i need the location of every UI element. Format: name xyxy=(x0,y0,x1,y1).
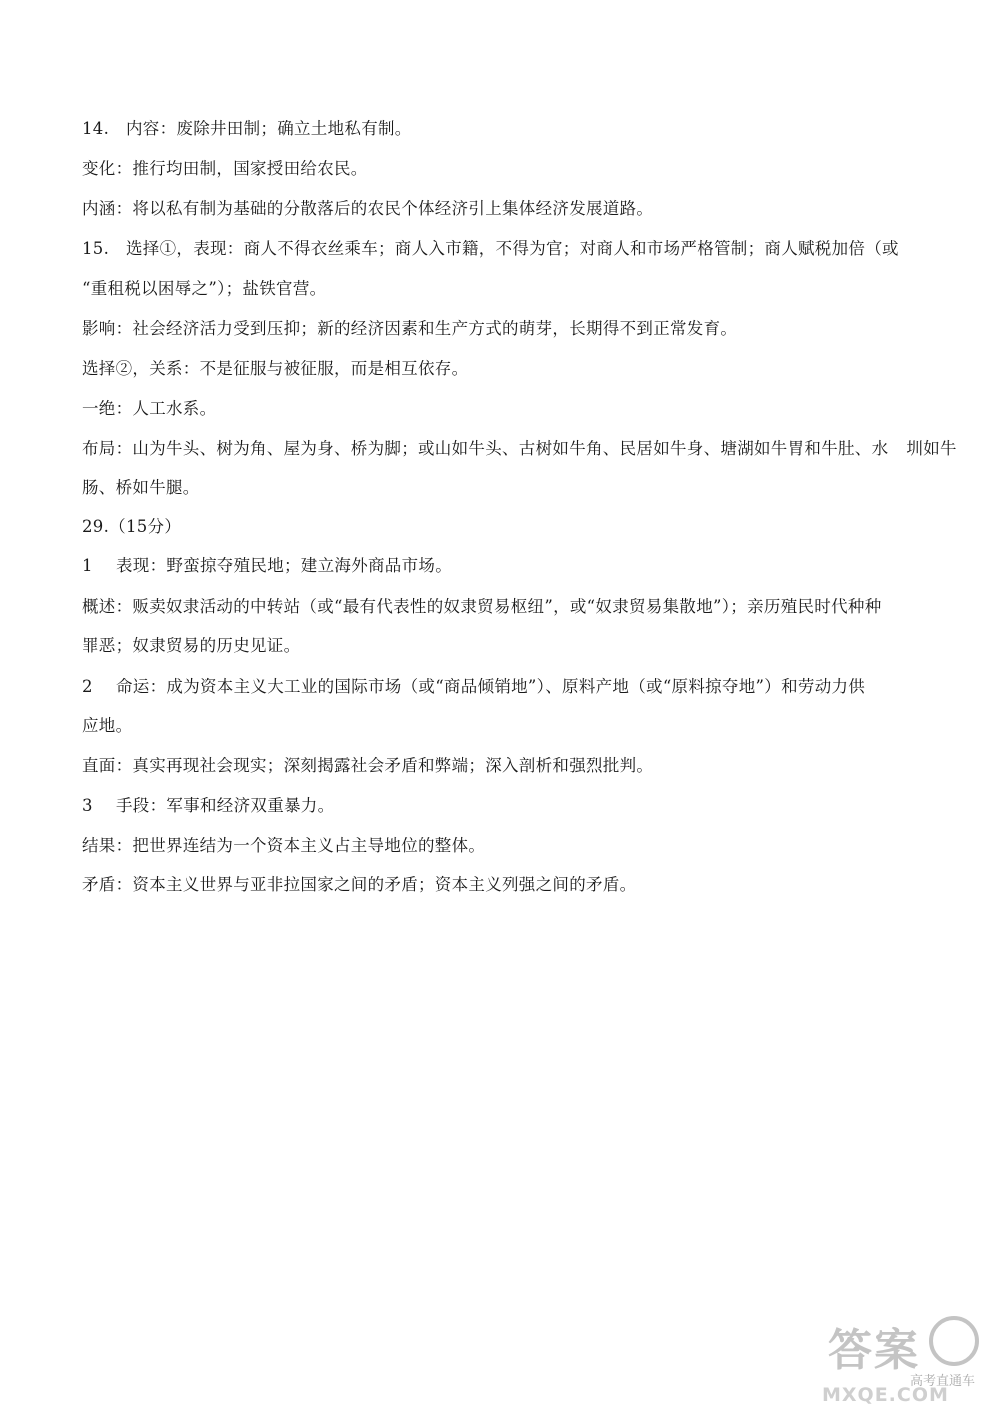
answer-line-3 xyxy=(82,796,334,816)
answer-line xyxy=(82,359,468,379)
watermark-slogan: 高考直通车 xyxy=(909,1374,975,1389)
answer-line xyxy=(82,756,653,776)
answer-line xyxy=(82,439,957,459)
answer-line xyxy=(82,716,132,736)
answer-line xyxy=(82,319,737,339)
answer-line xyxy=(82,279,326,299)
answer-line-2 xyxy=(82,677,865,697)
answer-text: 矛盾：资本主义世界与亚非拉国家之间的矛盾；资本主义列强之间的矛盾。 xyxy=(82,875,637,894)
answer-text: 内容：废除井田制；确立土地私有制。 xyxy=(126,119,412,138)
answer-text: 表现：野蛮掠夺殖民地；建立海外商品市场。 xyxy=(116,556,452,575)
heading-text: 29.（15分） xyxy=(82,517,182,536)
question-number: 15. xyxy=(82,239,110,258)
answer-text: 应地。 xyxy=(82,716,133,735)
sub-question-number: 1 xyxy=(82,556,93,575)
answer-line xyxy=(82,159,368,179)
answer-text: 影响：社会经济活力受到压抑；新的经济因素和生产方式的萌芽，长期得不到正常发育。 xyxy=(82,319,738,338)
answer-line xyxy=(82,875,636,895)
answer-text: 肠、桥如牛腿。 xyxy=(82,478,200,497)
sub-question-number: 2 xyxy=(82,677,93,696)
answer-line-1 xyxy=(82,556,452,576)
answer-line-15 xyxy=(82,239,899,259)
answer-line xyxy=(82,636,300,656)
answer-line xyxy=(82,836,485,856)
answer-text: 布局：山为牛头、树为角、屋为身、桥为脚；或山如牛头、古树如牛角、民居如牛身、塘湖如牛胃和牛肚、水 xyxy=(82,439,889,458)
question-number: 14. xyxy=(82,119,110,138)
answer-text: 选择②，关系：不是征服与被征服，而是相互依存。 xyxy=(82,359,469,378)
answer-line xyxy=(82,597,882,617)
answer-text: “重租税以困辱之”）；盐铁官营。 xyxy=(82,279,327,298)
answer-text: 罪恶；奴隶贸易的历史见证。 xyxy=(82,636,301,655)
sub-question-number: 3 xyxy=(82,796,93,815)
answer-text: 选择①，表现：商人不得衣丝乘车；商人入市籍，不得为官；对商人和市场严格管制；商人赋税加倍（或 xyxy=(126,239,899,258)
answer-line xyxy=(82,399,216,419)
answer-line-14 xyxy=(82,119,412,139)
watermark-seal-icon xyxy=(929,1316,979,1366)
answer-text: 概述：贩卖奴隶活动的中转站（或“最有代表性的奴隶贸易枢纽”，或“奴隶贸易集散地”）；亲历殖民时代种种 xyxy=(82,597,882,616)
answer-text: 手段：军事和经济双重暴力。 xyxy=(116,796,335,815)
answer-text: 一绝：人工水系。 xyxy=(82,399,217,418)
answer-text: 结果：把世界连结为一个资本主义占主导地位的整体。 xyxy=(82,836,486,855)
watermark-domain: MXQE.COM xyxy=(822,1384,949,1406)
site-watermark xyxy=(820,1312,985,1407)
answer-text: 内涵：将以私有制为基础的分散落后的农民个体经济引上集体经济发展道路。 xyxy=(82,199,654,218)
answer-text: 命运：成为资本主义大工业的国际市场（或“商品倾销地”）、原料产地（或“原料掠夺地”）和劳动力供 xyxy=(116,677,866,696)
answer-text: 变化：推行均田制，国家授田给农民。 xyxy=(82,159,368,178)
answer-text: 直面：真实再现社会现实；深刻揭露社会矛盾和弊端；深入剖析和强烈批判。 xyxy=(82,756,654,775)
answer-line xyxy=(82,478,200,498)
question-heading-29 xyxy=(82,517,181,537)
watermark-logo-text: 答案 xyxy=(828,1325,920,1376)
answer-line xyxy=(82,199,653,219)
answer-text-continued: 圳如牛 xyxy=(906,439,957,458)
